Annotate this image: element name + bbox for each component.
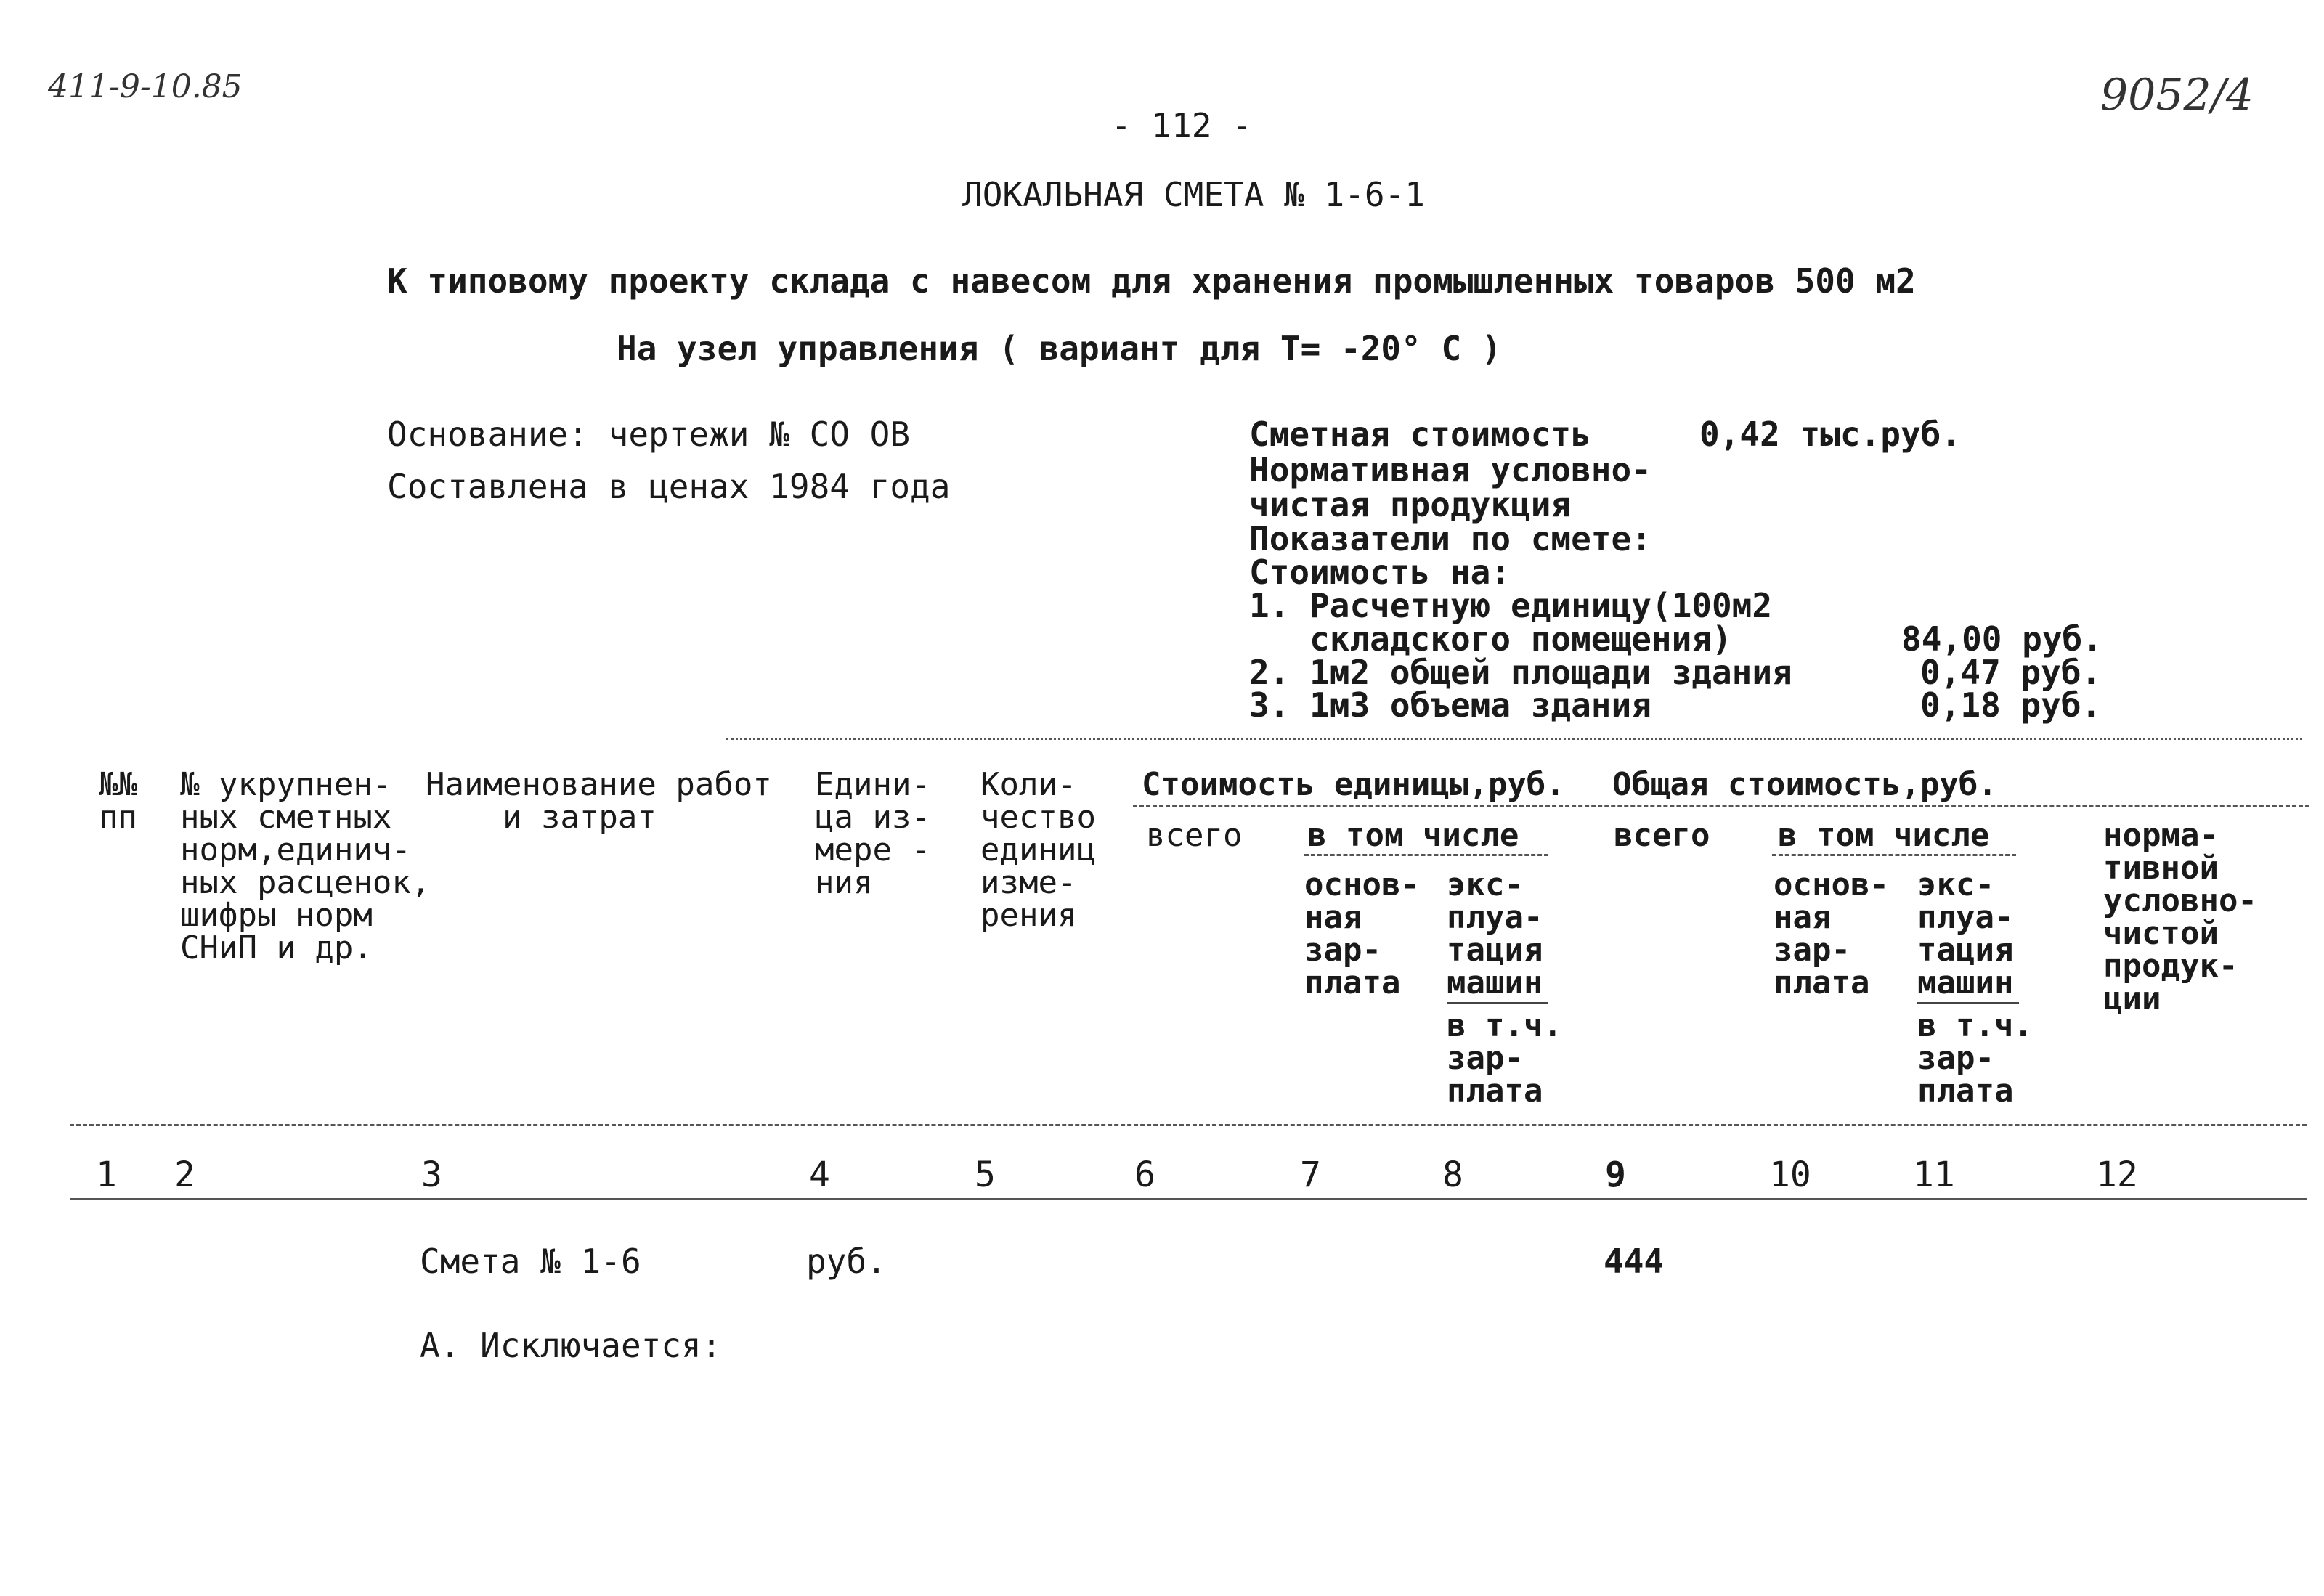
col-number-3: 3 — [421, 1155, 442, 1195]
header-total-machine-salary: в т.ч. зар- плата — [1917, 1007, 2033, 1110]
handwritten-doc-code: 411-9-10.85 — [48, 68, 243, 105]
indicator-1-line-2: складского помещения) — [1249, 619, 1732, 659]
indicator-2-value: 0,47 руб. — [1920, 653, 2102, 692]
col-number-8: 8 — [1442, 1155, 1463, 1195]
indicator-3: 3. 1м3 объема здания — [1249, 685, 1651, 725]
col-number-6: 6 — [1134, 1155, 1155, 1195]
total-machine-underline — [1917, 1002, 2019, 1004]
group-rule — [1133, 805, 2309, 807]
unit-including-rule — [1304, 854, 1548, 856]
header-total-machine-op: экс- плуа- тация машин — [1917, 866, 2014, 1001]
cost-on-label: Стоимость на: — [1249, 553, 1511, 592]
total-including-rule — [1772, 854, 2016, 856]
subtitle-project: К типовому проекту склада с навесом для хранения промышленных товаров 500 м2 — [387, 261, 1916, 301]
basis-prices: Составлена в ценах 1984 года — [387, 467, 951, 506]
row-estimate-name: Смета № 1-6 — [420, 1242, 641, 1281]
normative-line-1: Нормативная условно- — [1249, 450, 1651, 489]
indicators-label: Показатели по смете: — [1249, 519, 1651, 558]
header-unit-cost-group: Стоимость единицы,руб. — [1142, 766, 1565, 803]
indicator-2: 2. 1м2 общей площади здания — [1249, 653, 1792, 692]
header-unit: Едини- ца из- мере - ния — [815, 766, 930, 901]
handwritten-sheet-code: 9052/4 — [2100, 70, 2254, 121]
header-unit-base-salary: основ- ная зар- плата — [1304, 866, 1420, 1001]
header-unit-all: всего — [1146, 817, 1243, 854]
col-number-4: 4 — [809, 1155, 830, 1195]
header-unit-machine-salary: в т.ч. зар- плата — [1447, 1007, 1562, 1110]
col-number-5: 5 — [975, 1155, 996, 1195]
col-number-1: 1 — [96, 1155, 117, 1195]
table-top-rule — [726, 738, 2302, 740]
header-total-cost-group: Общая стоимость,руб. — [1612, 766, 1997, 803]
page-number: - 112 - — [1111, 106, 1252, 145]
row-estimate-unit: руб. — [806, 1242, 887, 1281]
estimated-cost-label: Сметная стоимость — [1249, 415, 1591, 454]
header-norm-codes: № укрупнен- ных сметных норм,единич- ных расценок, шифры норм СНиП и др. — [180, 766, 431, 966]
col-number-7: 7 — [1300, 1155, 1321, 1195]
col-number-11: 11 — [1913, 1155, 1955, 1195]
col-number-2: 2 — [174, 1155, 195, 1195]
unit-machine-underline — [1447, 1002, 1548, 1004]
header-total-base-salary: основ- ная зар- плата — [1774, 866, 1889, 1001]
basis-drawings: Основание: чертежи № СО ОВ — [387, 415, 911, 454]
header-quantity: Коли- чество единиц изме- рения — [980, 766, 1096, 934]
header-unit-machine-op: экс- плуа- тация машин — [1447, 866, 1543, 1001]
column-numbers-rule — [70, 1198, 2307, 1200]
row-estimate-total: 444 — [1604, 1242, 1665, 1281]
indicator-1-line-1: 1. Расчетную единицу(100м2 — [1249, 586, 1773, 625]
header-total-including: в том числе — [1778, 817, 1990, 854]
indicator-1-value: 84,00 руб. — [1901, 619, 2102, 659]
header-total-all: всего — [1614, 817, 1710, 854]
header-normative: норма- тивной условно- чистой продук- ции — [2103, 817, 2257, 1017]
col-number-12: 12 — [2096, 1155, 2138, 1195]
col-number-9: 9 — [1605, 1155, 1626, 1195]
header-unit-including: в том числе — [1307, 817, 1519, 854]
estimated-cost-value: 0,42 тыс.руб. — [1699, 415, 1962, 454]
col-number-10: 10 — [1769, 1155, 1811, 1195]
header-bottom-rule — [70, 1124, 2307, 1126]
document-title: ЛОКАЛЬНАЯ СМЕТА № 1-6-1 — [962, 175, 1425, 214]
indicator-3-value: 0,18 руб. — [1920, 685, 2102, 725]
header-work-name: Наименование работ и затрат — [426, 766, 772, 836]
header-row-number: №№ пп — [99, 766, 137, 836]
section-excluded: А. Исключается: — [420, 1326, 722, 1365]
normative-line-2: чистая продукция — [1249, 485, 1572, 524]
subtitle-node: На узел управления ( вариант для Т= -20° С ) — [617, 329, 1502, 368]
